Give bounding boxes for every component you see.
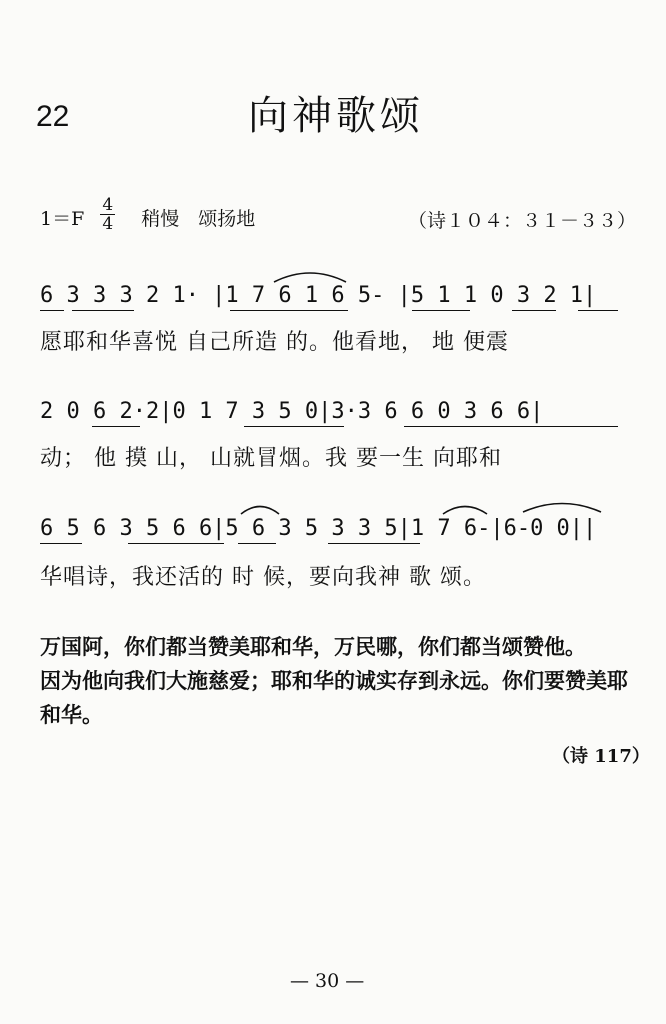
slur-mark	[238, 502, 282, 516]
underline-mark	[238, 543, 276, 544]
underline-mark	[230, 310, 348, 311]
key-signature: 1＝F	[40, 208, 85, 230]
notation-line-2: 2 0 6 2·2|0 1 7 3 5 0|3·3 6 6 0 3 6 6|	[40, 399, 544, 424]
verse-reference: （诗 117）	[552, 746, 650, 767]
underline-mark	[128, 543, 224, 544]
hymn-title: 向神歌颂	[248, 93, 424, 139]
time-signature	[100, 196, 115, 233]
page-number: — 30 —	[290, 970, 365, 992]
time-signature-denominator: 4	[102, 214, 114, 234]
underline-mark	[244, 426, 344, 427]
slur-mark	[440, 502, 490, 516]
scripture-reference: （诗１０４：３１－３３）	[408, 210, 637, 232]
underline-mark	[404, 426, 618, 427]
notation-line-3: 6 5 6 3 5 6 6|5 6 3 5 3 3 5|1 7 6-|6-0 0||	[40, 516, 597, 541]
underline-mark	[72, 310, 134, 311]
key-and-tempo-line	[40, 195, 637, 246]
hymn-number: 22	[36, 100, 70, 133]
verse-paragraph-1: 万国阿，你们都当赞美耶和华，万民哪，你们都当颂赞他。	[40, 634, 586, 659]
scripture-verse	[40, 630, 640, 732]
slur-mark	[270, 268, 350, 284]
underline-mark	[578, 310, 618, 311]
tempo-marking: 稍慢 颂扬地	[141, 208, 256, 230]
underline-mark	[92, 426, 140, 427]
underline-mark	[40, 543, 82, 544]
underline-mark	[512, 310, 556, 311]
notation-line-1: 6 3 3 3 2 1· |1 7 6 1 6 5- |5 1 1 0 3 2 1|	[40, 283, 597, 308]
slur-mark	[520, 498, 604, 514]
time-signature-numerator: 4	[102, 195, 114, 215]
underline-mark	[40, 310, 64, 311]
lyric-line-2: 动； 他 摸 山， 山就冒烟。我 要一生 向耶和	[40, 446, 502, 471]
lyric-line-1: 愿耶和华喜悦 自己所造 的。他看地， 地 便震	[40, 330, 509, 355]
lyric-line-3: 华唱诗，我还活的 时 候，要向我神 歌 颂。	[40, 565, 486, 590]
underline-mark	[328, 543, 420, 544]
verse-paragraph-2: 因为他向我们大施慈爱；耶和华的诚实存到永远。你们要赞美耶和华。	[40, 668, 628, 727]
underline-mark	[412, 310, 470, 311]
